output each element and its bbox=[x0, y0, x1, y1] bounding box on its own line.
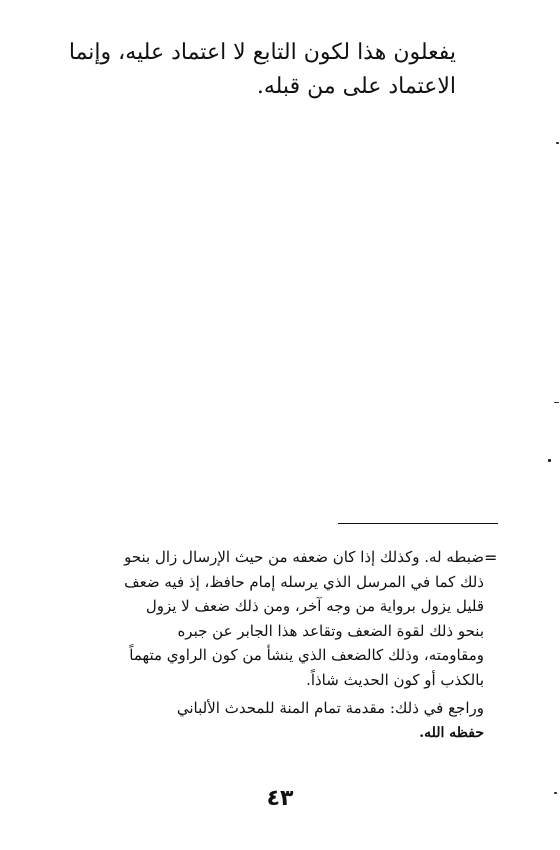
scan-artifact bbox=[554, 402, 559, 403]
footnote-block bbox=[54, 545, 484, 745]
footnote-line: ضبطه له. وكذلك إذا كان ضعفه من حيث الإرسال زال بنحو bbox=[124, 548, 484, 566]
page-number: ٤٣ bbox=[266, 786, 294, 811]
footnote-continuation-marker: = bbox=[484, 548, 498, 567]
main-text-line: الاعتماد على من قبله. bbox=[256, 74, 456, 99]
footnote-line: ومقاومته، وذلك كالضعف الذي ينشأ من كون الراوي متهماً bbox=[129, 646, 484, 664]
footnote-line: بنحو ذلك لقوة الضعف وتقاعد هذا الجابر عن جبره bbox=[177, 621, 484, 640]
footnote-reference-line: وراجع في ذلك: مقدمة تمام المنة للمحدث الألباني bbox=[176, 699, 484, 717]
scan-artifact bbox=[556, 142, 559, 144]
footnote-line: بالكذب أو كون الحديث شاذاً. bbox=[306, 670, 484, 689]
footnote-reference-line: حفظه الله. bbox=[419, 724, 484, 741]
main-text-line: يفعلون هذا لكون التابع لا اعتماد عليه، وإنما bbox=[68, 40, 456, 65]
scan-artifact bbox=[548, 459, 551, 462]
main-body-text bbox=[56, 36, 456, 104]
footnote-separator bbox=[338, 523, 498, 524]
footnote-line: قليل يزول برواية من وجه آخر، ومن ذلك ضعف لا يزول bbox=[145, 597, 484, 615]
footnote-line: ذلك كما في المرسل الذي يرسله إمام حافظ، إذ فيه ضعف bbox=[124, 572, 484, 591]
scan-artifact bbox=[554, 792, 557, 794]
